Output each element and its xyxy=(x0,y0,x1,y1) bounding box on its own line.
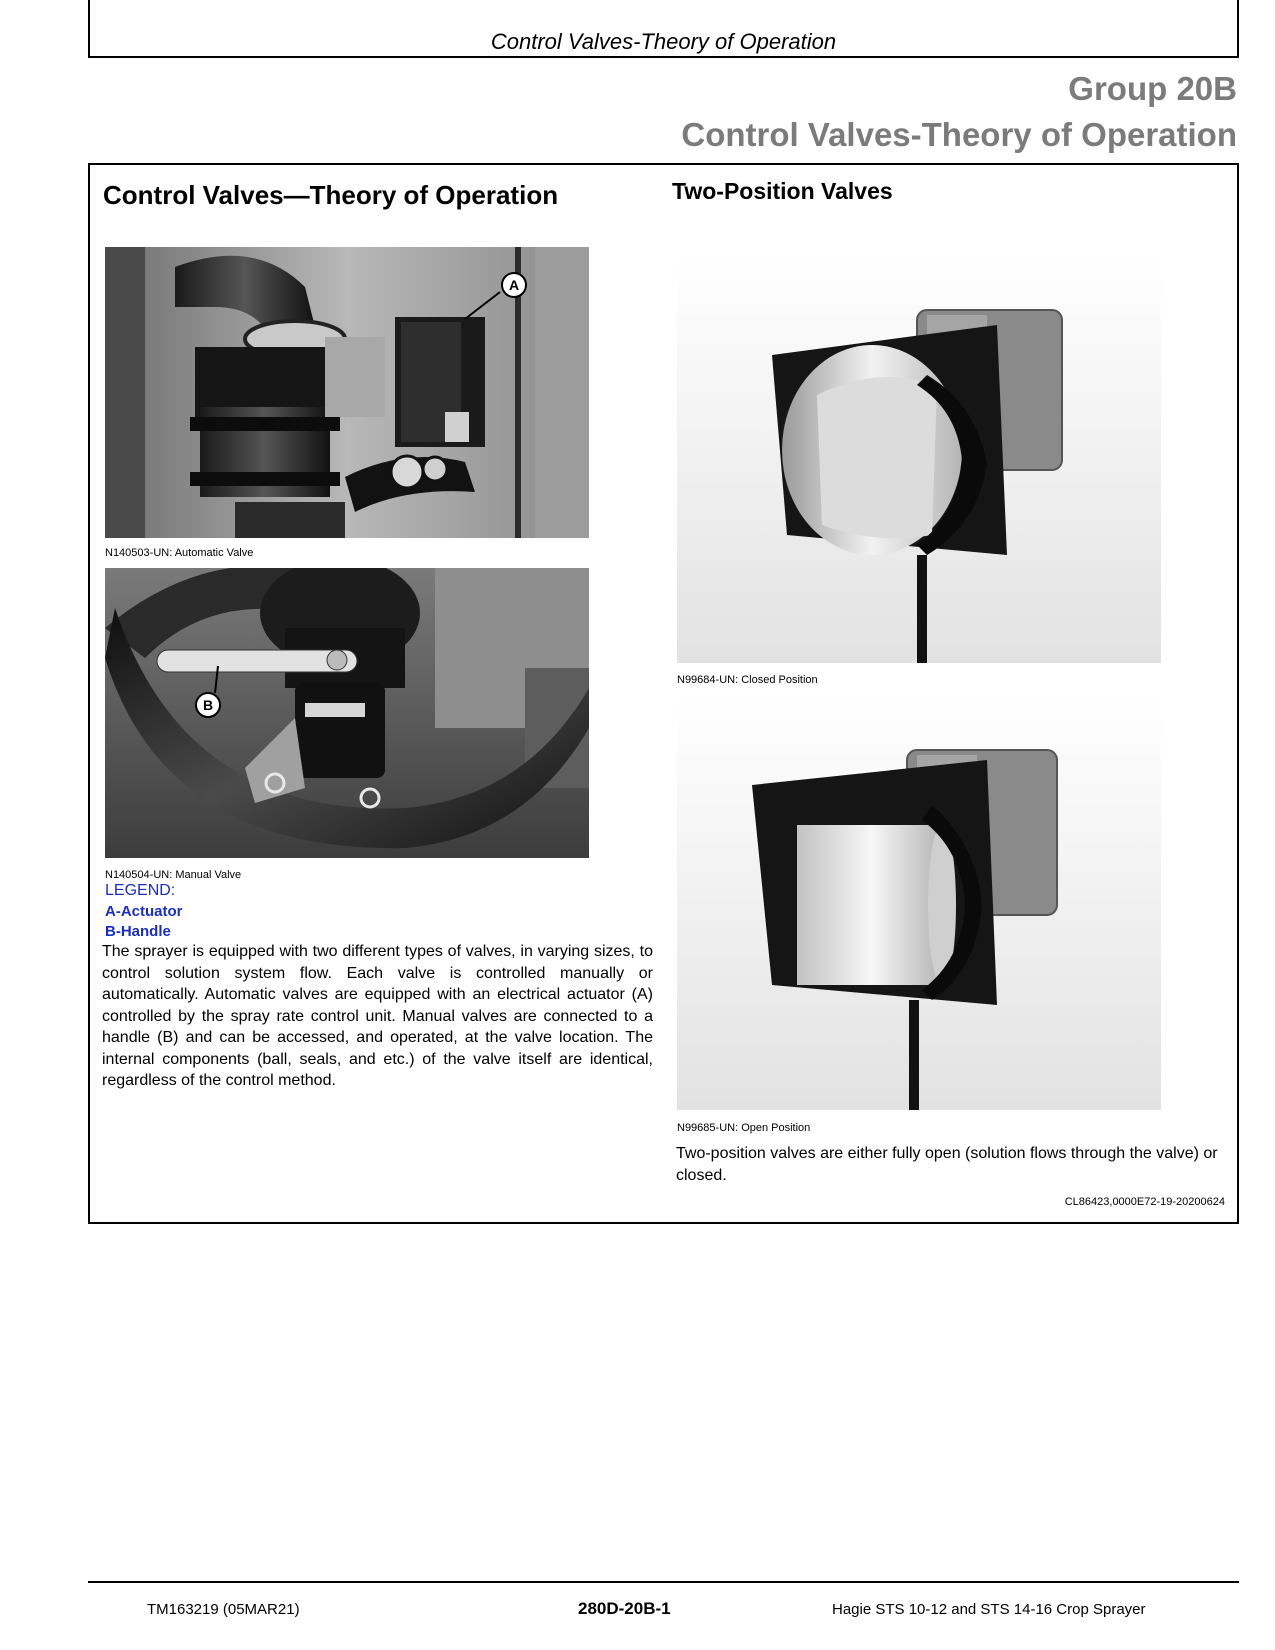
document-id: CL86423,0000E72-19-20200624 xyxy=(1064,1196,1225,1208)
callout-a: A xyxy=(508,277,520,293)
section-heading: Control Valves—Theory of Operation xyxy=(103,180,559,210)
group-title: Control Valves-Theory of Operation xyxy=(681,116,1237,153)
footer-page-number: 280D-20B-1 xyxy=(578,1599,671,1618)
footer-rule xyxy=(88,1581,1239,1583)
figure-caption: N140504-UN: Manual Valve xyxy=(105,869,242,881)
body-paragraph: The sprayer is equipped with two different types of valves, in varying sizes, to control solution system flow. Each valve is controlled manually or automatically. Automatic valves are equipped with an electrical actuator (A) controlled by the spray rate control unit. Manual valves are connected to a handle (B) and can be accessed, and operated, at the valve location. The internal components (ball, seals, and etc.) of the valve itself are identical, regardless of the control method. xyxy=(102,943,653,1089)
open-valve-illustration xyxy=(677,695,1161,1110)
figure-caption: N99684-UN: Closed Position xyxy=(677,674,818,686)
subsection-heading: Two-Position Valves xyxy=(672,178,893,204)
running-title: Control Valves-Theory of Operation xyxy=(490,29,837,54)
body-paragraph: Two-position valves are either fully open (solution flows through the valve) or closed. xyxy=(676,1145,1218,1184)
figure-caption: N140503-UN: Automatic Valve xyxy=(105,547,254,559)
legend-item-actuator: A-Actuator xyxy=(105,903,183,920)
footer-product-name: Hagie STS 10-12 and STS 14-16 Crop Sprayer xyxy=(832,1601,1146,1618)
group-number: Group 20B xyxy=(1068,70,1237,107)
legend-item-handle: B-Handle xyxy=(105,923,171,940)
figure-caption: N99685-UN: Open Position xyxy=(677,1122,811,1134)
closed-valve-illustration xyxy=(677,255,1161,663)
callout-b: B xyxy=(202,697,214,713)
footer-manual-id: TM163219 (05MAR21) xyxy=(147,1601,300,1618)
automatic-valve-photo xyxy=(105,247,589,538)
legend-title: LEGEND: xyxy=(105,882,176,899)
manual-valve-photo xyxy=(105,568,589,858)
